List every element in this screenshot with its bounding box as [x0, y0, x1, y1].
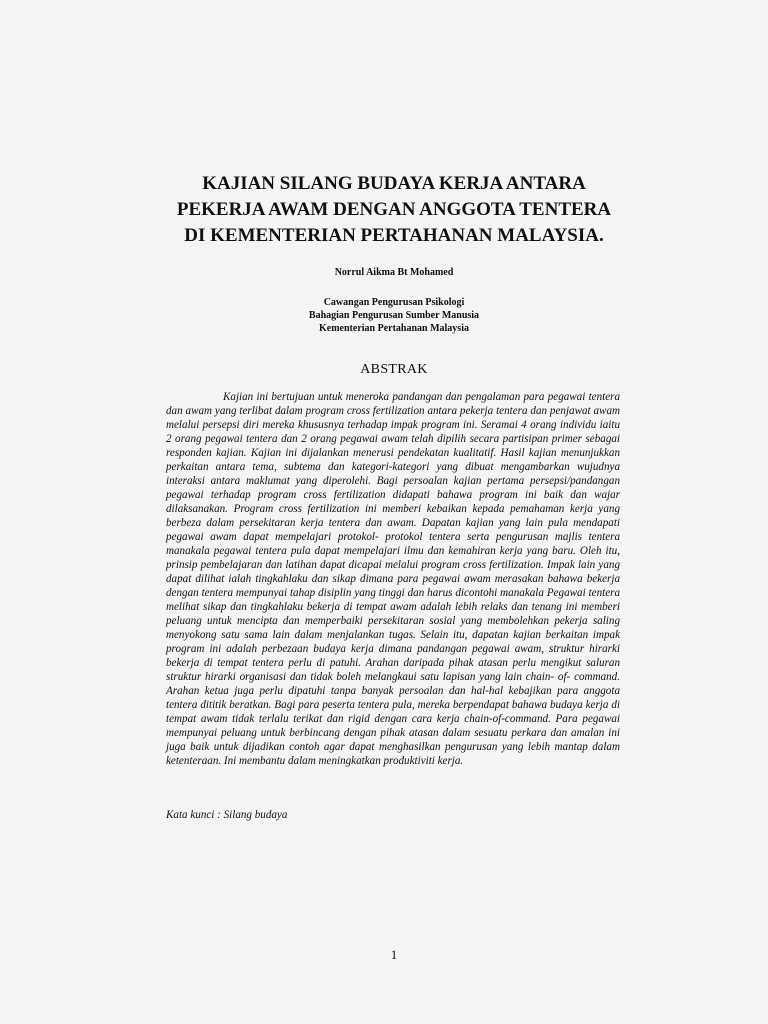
author-name: Norrul Aikma Bt Mohamed — [334, 267, 454, 278]
paper-title — [120, 171, 668, 249]
keywords: Kata kunci : Silang budaya — [166, 809, 288, 821]
abstract-heading: ABSTRAK — [360, 362, 428, 377]
affiliation-line-2: Bahagian Pengurusan Sumber Manusia — [308, 310, 480, 321]
title-line-2: PEKERJA AWAM DENGAN ANGGOTA TENTERA — [176, 199, 612, 220]
abstract-body: Kajian ini bertujuan untuk meneroka pandangan dan pengalaman para pegawai tentera dan awam yang terlibat dalam program cross fertilization antara pekerja tentera dan penjawat awam melalui persepsi diri mereka khususnya terhadap impak program ini. Seramai 4 orang individu iaitu 2 orang pegawai tentera dan 2 orang pegawai awam telah dipilih secara partisipan primer sebagai responden kajian. Kajian ini dijalankan menerusi pendekatan kualitatif. Hasil kajian menunjukkan perkaitan antara tema, subtema dan kategori-kategori yang dibuat mengambarkan wujudnya interaksi antara maklumat yang diperolehi. Bagi persoalan kajian pertama persepsi/pandangan pegawai terhadap program cross fertilization didapati bahawa program ini baik dan wajar dilaksanakan. Program cross fertilization ini memberi kebaikan kepada pemahaman kerja yang berbeza dalam persekitaran kerja tentera dan awam. Dapatan kajian yang lain pula mendapati pegawai awam dapat mempelajari protokol- protokol tentera serta pengurusan majlis tentera manakala pegawai tentera pula dapat mempelajari ilmu dan kemahiran kerja yang baru. Oleh itu, prinsip pembelajaran dan latihan dapat dicapai melalui program cross fertilization. Impak lain yang dapat dilihat ialah tingkahlaku dan sikap dimana para pegawai awam merasakan bahawa bekerja dengan tentera mempunyai tahap disiplin yang tinggi dan harus dicontohi manakala Pegawai tentera melihat sikap dan tingkahlaku bekerja di tempat awam adalah lebih relaks dan tenang ini memberi peluang untuk mencipta dan memperbaiki persekitaran sosial yang membolehkan pekerja saling menyokong satu sama lain dalam menjalankan tugas. Selain itu, dapatan kajian berkaitan impak program ini adalah perbezaan budaya kerja dimana pandangan pegawai awam, struktur hirarki bekerja di tempat tentera perlu di patuhi. Arahan daripada pihak atasan perlu mengikut saluran struktur hirarki organisasi dan tidak boleh melangkaui satu lapisan yang lain chain- of- command. Arahan ketua juga perlu dipatuhi tanpa banyak persoalan dan hal-hal kebajikan para anggota tentera dititik beratkan. Bagi para peserta tentera pula, mereka berpendapat bahawa budaya kerja di tempat awam tidak terlalu terikat dan rigid dengan cara kerja chain-of-command. Para pegawai mempunyai peluang untuk berbincang dengan pihak atasan dalam sesuatu perkara dan amalan ini juga baik untuk dijadikan contoh agar dapat menghasilkan pengurusan yang lebih mantap dalam ketenteraan. Ini membantu dalam meningkatkan produktiviti kerja. — [166, 391, 620, 767]
affiliation-line-1: Cawangan Pengurusan Psikologi — [323, 297, 465, 308]
affiliation-line-3: Kementerian Pertahanan Malaysia — [319, 323, 469, 334]
title-line-1: KAJIAN SILANG BUDAYA KERJA ANTARA — [202, 173, 586, 194]
page-number: 1 — [390, 947, 398, 962]
affiliation — [184, 296, 604, 335]
title-line-3: DI KEMENTERIAN PERTAHANAN MALAYSIA. — [184, 225, 604, 246]
